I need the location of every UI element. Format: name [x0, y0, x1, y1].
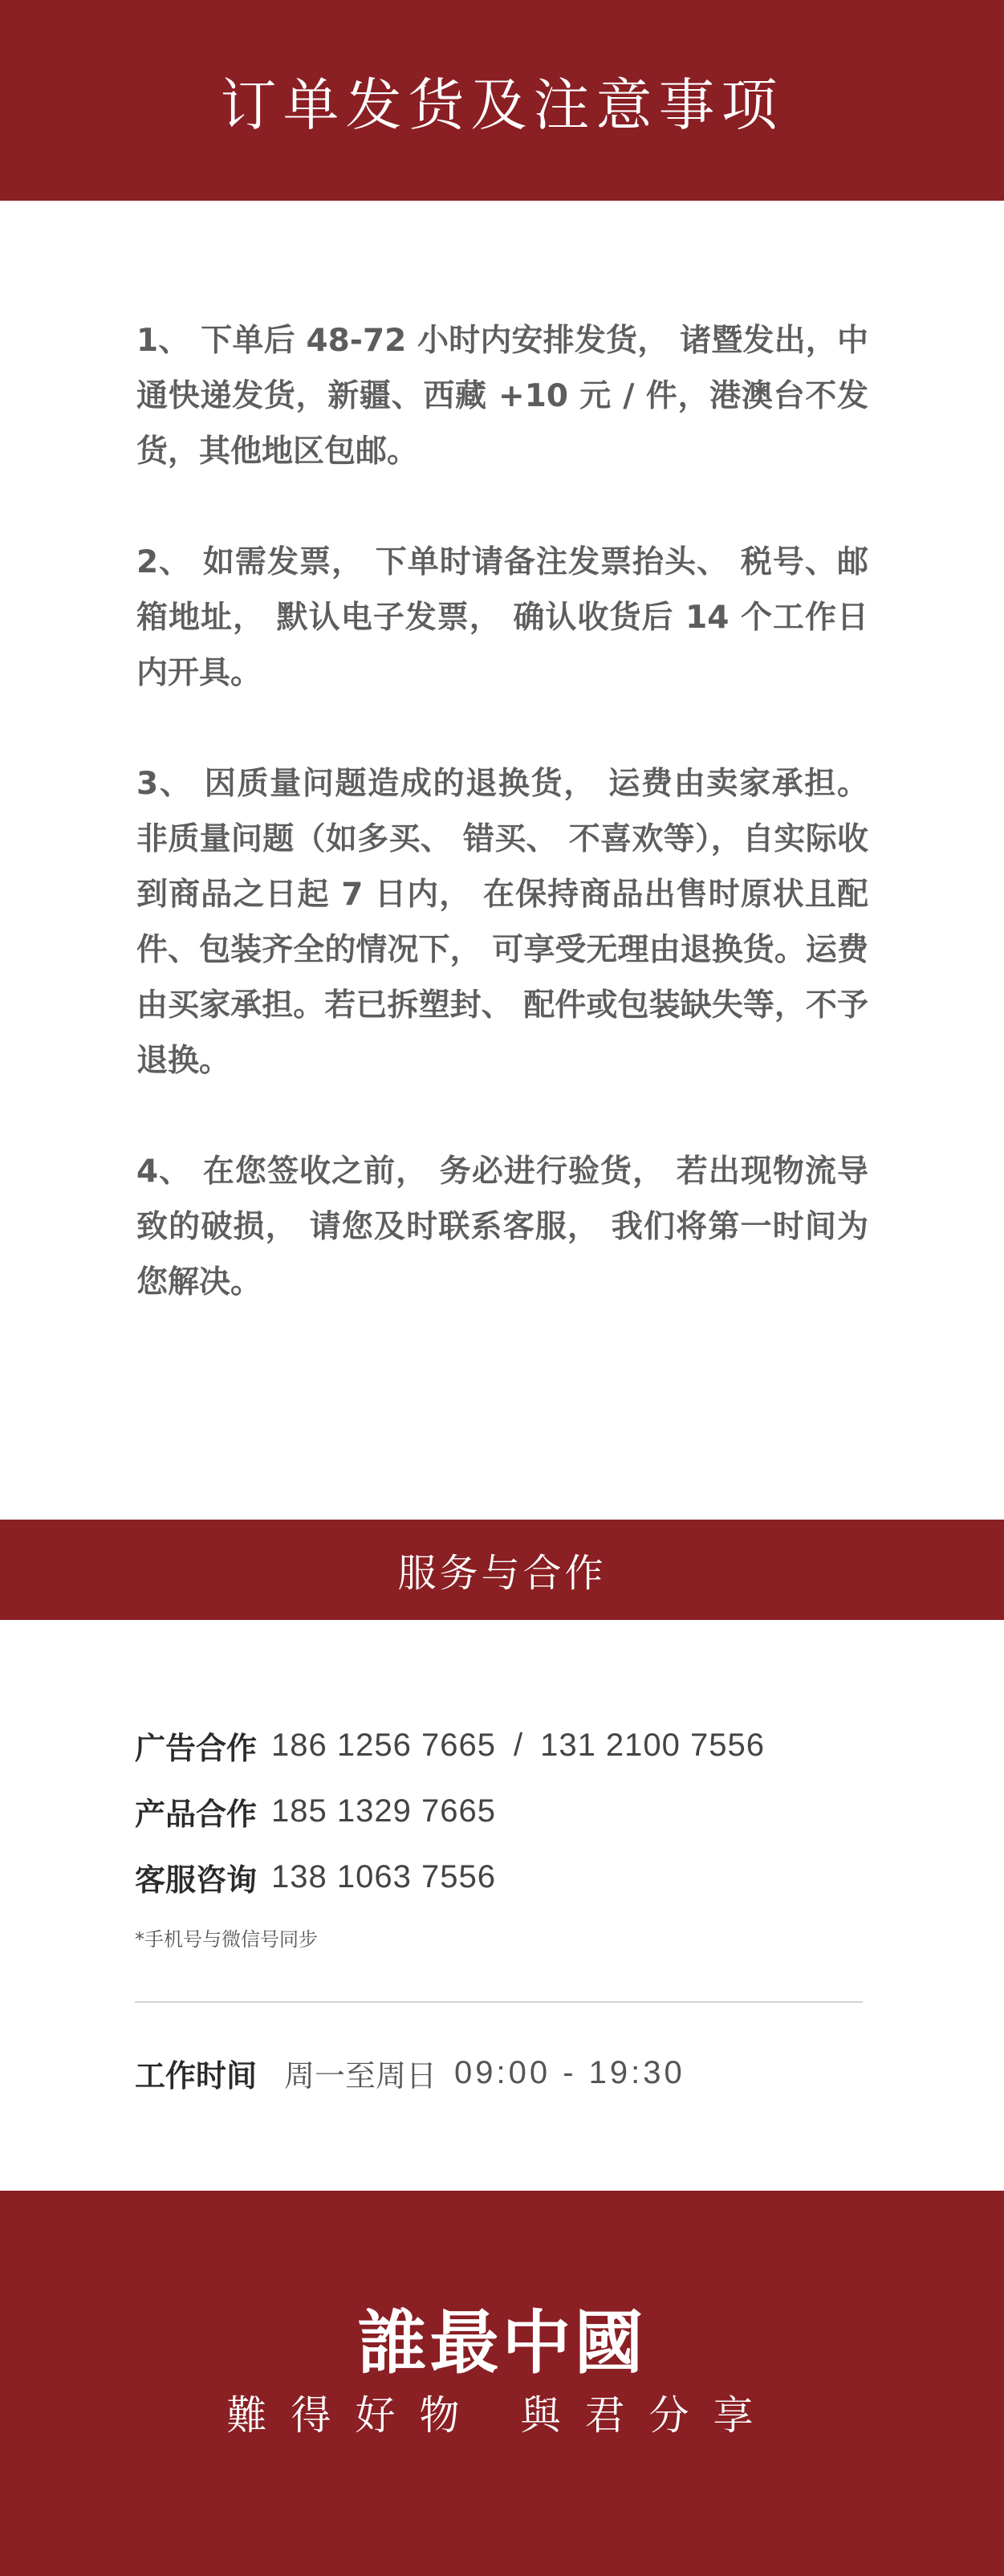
support-label: 客服咨询 [135, 1862, 258, 1898]
note-item-3: 3、 因质量问题造成的退换货， 运费由卖家承担。非质量问题（如多买、 错买、 不喜欢等），自实际收到商品之日起 7 日内， 在保持商品出售时原状且配件、包装齐全的情况下， 可享受无理由退换货。运费由买家承担。若已拆塑封、 配件或包装缺失等，不予退换。 [136, 766, 868, 1079]
service-banner [0, 1520, 1004, 1620]
ad-phone-separator: / [513, 1727, 523, 1763]
brand-logo-text: 誰最中國 [357, 2302, 647, 2383]
product-phone[interactable]: 185 1329 7665 [271, 1793, 496, 1829]
note-item-4: 4、 在您签收之前， 务必进行验货， 若出现物流导致的破损， 请您及时联系客服， 我们将第一时间为您解决。 [136, 1154, 868, 1300]
hours-label: 工作时间 [135, 2057, 258, 2094]
service-title: 服务与合作 [397, 1551, 607, 1596]
note-item-2: 2、 如需发票， 下单时请备注发票抬头、 税号、邮箱地址， 默认电子发票， 确认收货后 14 个工作日内开具。 [136, 544, 868, 691]
contact-row-ad [135, 1712, 869, 1778]
hours-days: 周一至周日 [284, 2057, 437, 2094]
contact-list [135, 1712, 869, 1910]
note-item-1: 1、 下单后 48-72 小时内安排发货， 诸暨发出，中通快递发货，新疆、西藏 +10 元 / 件，港澳台不发货，其他地区包邮。 [136, 323, 868, 470]
hours-time: 09:00 - 19:30 [454, 2054, 685, 2090]
footer-banner [0, 2191, 1004, 2576]
brand-slogan: 難得好物 與君分享 [226, 2392, 778, 2439]
ad-label: 广告合作 [135, 1730, 258, 1766]
header-banner [0, 0, 1004, 201]
contact-row-support [135, 1844, 869, 1910]
page-title: 订单发货及注意事项 [220, 71, 784, 138]
product-label: 产品合作 [135, 1796, 258, 1832]
section-divider [135, 2001, 863, 2003]
working-hours [135, 2041, 685, 2105]
ad-phone-2[interactable]: 131 2100 7556 [540, 1727, 766, 1763]
shipping-notes [136, 313, 868, 1365]
contact-row-product [135, 1778, 869, 1844]
ad-phone-1[interactable]: 186 1256 7665 [271, 1727, 496, 1763]
support-phone[interactable]: 138 1063 7556 [271, 1858, 496, 1894]
contact-footnote: *手机号与微信号同步 [135, 1928, 318, 1951]
